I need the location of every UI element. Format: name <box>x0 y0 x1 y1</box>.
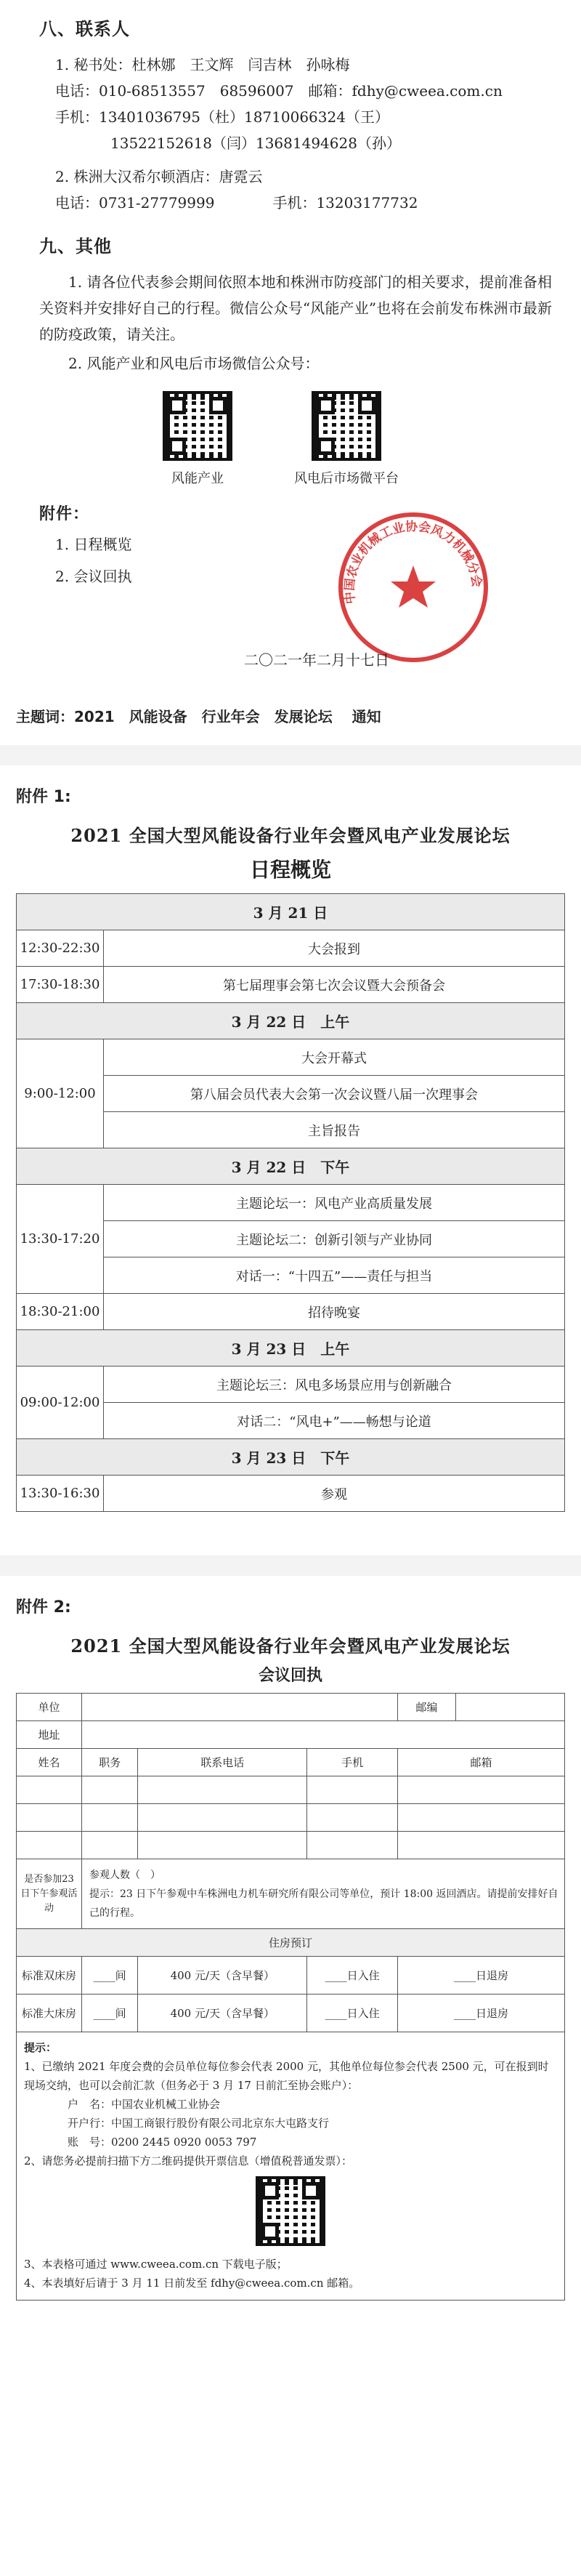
section-divider <box>0 745 581 765</box>
room-qty[interactable]: ____间 <box>82 1957 138 1995</box>
schedule-item: 主题论坛三：风电多场景应用与创新融合 <box>104 1367 565 1403</box>
tip-submit: 4、本表填好后请于 3 月 11 日前发至 fdhy@cweea.com.cn 邮箱。 <box>24 2277 360 2290</box>
name-field[interactable] <box>17 1804 82 1832</box>
schedule-day: 3 月 23 日 上午 <box>17 1330 565 1367</box>
attachments-block <box>39 502 552 683</box>
schedule-table <box>16 893 565 1512</box>
phone-email-line: 电话：010-68513557 68596007 邮箱：fdhy@cweea.com.cn <box>55 82 503 100</box>
contact-heading: 八、联系人 <box>39 19 130 39</box>
attachment-1-section <box>0 765 581 1512</box>
schedule-time: 13:30-17:20 <box>17 1185 104 1294</box>
col-name: 姓名 <box>17 1749 82 1776</box>
check-out[interactable]: ____日退房 <box>398 1957 565 1995</box>
col-email: 邮箱 <box>398 1749 565 1776</box>
attachment-2-label: 附件 2: <box>16 1598 71 1617</box>
unit-label: 单位 <box>17 1694 82 1721</box>
schedule-item: 招待晚宴 <box>104 1294 565 1330</box>
phone-field[interactable] <box>138 1832 307 1859</box>
phone-field[interactable] <box>138 1804 307 1832</box>
qr-code-icon <box>256 2176 325 2246</box>
visit-tip: 提示：23 日下午参观中车株洲电力机车研究所有限公司等单位，预计 18:00 返回酒店。请提前安排好自己的行程。 <box>89 1888 558 1919</box>
visit-label: 是否参加23 日下午参观活动 <box>17 1859 82 1929</box>
attachment-1: 1. 日程概览 <box>55 536 132 553</box>
schedule-day: 3 月 23 日 下午 <box>17 1439 565 1476</box>
col-phone: 联系电话 <box>138 1749 307 1776</box>
schedule-item: 第七届理事会第七次会议暨大会预备会 <box>104 967 565 1003</box>
room-type: 标准大床房 <box>17 1995 82 2032</box>
room-price: 400 元/天（含早餐） <box>138 1957 307 1995</box>
qr-code-icon <box>163 391 232 461</box>
email-field[interactable] <box>398 1804 565 1832</box>
hotel-phone-line: 电话：0731-27779999 手机：13203177732 <box>55 194 418 212</box>
room-price: 400 元/天（含早餐） <box>138 1995 307 2032</box>
mobile-line-1: 手机：13401036795（杜）18710066324（王） <box>55 108 389 126</box>
schedule-item: 参观 <box>104 1476 565 1512</box>
hotel-heading: 住房预订 <box>17 1929 565 1957</box>
schedule-item: 对话二：“风电+”——畅想与论道 <box>104 1403 565 1439</box>
schedule-item: 大会报到 <box>104 930 565 967</box>
tips-label: 提示： <box>24 2041 57 2054</box>
schedule-time: 18:30-21:00 <box>17 1294 104 1330</box>
epidemic-notice: 1. 请各位代表参会期间依照本地和株洲市防疫部门的相关要求，提前准备相关资料并安排好自己的行程。微信公众号“风能产业”也将在会前发布株洲市最新的防疫政策，请关注。 <box>39 273 552 343</box>
tip-invoice: 2、请您务必提前扫描下方二维码提供开票信息（增值税普通发票）： <box>24 2154 353 2168</box>
receipt-title: 会议回执 <box>258 1666 322 1685</box>
col-title: 职务 <box>82 1749 138 1776</box>
wechat-line: 2. 风能产业和风电后市场微信公众号： <box>68 355 320 372</box>
room-type: 标准双床房 <box>17 1957 82 1995</box>
address-label: 地址 <box>17 1721 82 1749</box>
attachment-2-section <box>0 1576 581 2301</box>
schedule-item: 主题论坛一：风电产业高质量发展 <box>104 1185 565 1221</box>
check-in[interactable]: ____日入住 <box>307 1995 398 2032</box>
mobile-field[interactable] <box>307 1776 398 1804</box>
col-mobile: 手机 <box>307 1749 398 1776</box>
account-bank: 开户行：中国工商银行股份有限公司北京东大屯路支行 <box>68 2117 330 2130</box>
attachments-heading: 附件： <box>39 505 90 523</box>
subject-words: 主题词：2021 风能设备 行业年会 发展论坛 通知 <box>16 708 381 725</box>
schedule-time: 09:00-12:00 <box>17 1367 104 1439</box>
section-divider <box>0 1555 581 1576</box>
qr-aftermarket <box>292 391 401 487</box>
attachment-1-title: 2021 全国大型风能设备行业年会暨风电产业发展论坛 <box>70 825 511 846</box>
qr-fengneng <box>161 391 234 487</box>
hotel-line: 2. 株洲大汉希尔顿酒店：唐霓云 <box>55 168 263 185</box>
title-field[interactable] <box>82 1804 138 1832</box>
email-field[interactable] <box>398 1832 565 1859</box>
postcode-field[interactable] <box>456 1694 565 1721</box>
phone-field[interactable] <box>138 1776 307 1804</box>
visit-cell <box>82 1859 565 1929</box>
mobile-field[interactable] <box>307 1832 398 1859</box>
schedule-item: 第八届会员代表大会第一次会议暨八届一次理事会 <box>104 1076 565 1112</box>
contact-section <box>0 0 581 683</box>
wechat-qr-row <box>161 391 552 487</box>
account-name: 户 名：中国农业机械工业协会 <box>68 2098 221 2111</box>
title-field[interactable] <box>82 1776 138 1804</box>
visit-count[interactable]: 参观人数（ ） <box>89 1869 161 1881</box>
schedule-day: 3 月 22 日 上午 <box>17 1003 565 1039</box>
other-heading: 九、其他 <box>39 236 112 257</box>
room-qty[interactable]: ____间 <box>82 1995 138 2032</box>
name-field[interactable] <box>17 1776 82 1804</box>
issue-date: 二〇二一年二月十七日 <box>244 651 389 669</box>
attachment-2: 2. 会议回执 <box>55 568 132 585</box>
schedule-time: 12:30-22:30 <box>17 930 104 967</box>
check-in[interactable]: ____日入住 <box>307 1957 398 1995</box>
mobile-line-2: 13522152618（闫）13681494628（孙） <box>110 134 401 152</box>
schedule-time: 17:30-18:30 <box>17 967 104 1003</box>
schedule-item: 大会开幕式 <box>104 1039 565 1076</box>
mobile-field[interactable] <box>307 1804 398 1832</box>
qr-label: 风能产业 <box>171 471 224 486</box>
qr-code-icon <box>312 391 381 461</box>
email-field[interactable] <box>398 1776 565 1804</box>
attachment-1-label: 附件 1: <box>16 788 71 806</box>
unit-field[interactable] <box>82 1694 398 1721</box>
svg-text:中国农业机械工业协会风力机械分会: 中国农业机械工业协会风力机械分会 <box>342 519 484 605</box>
qr-label: 风电后市场微平台 <box>294 471 399 486</box>
schedule-item: 对话一：“十四五”——责任与担当 <box>104 1257 565 1294</box>
check-out[interactable]: ____日退房 <box>398 1995 565 2032</box>
attachment-2-title: 2021 全国大型风能设备行业年会暨风电产业发展论坛 <box>70 1635 511 1657</box>
schedule-title: 日程概览 <box>249 858 331 882</box>
name-field[interactable] <box>17 1832 82 1859</box>
schedule-time: 13:30-16:30 <box>17 1476 104 1512</box>
secretariat-line: 1. 秘书处：杜林娜 王文辉 闫吉林 孙咏梅 <box>55 56 350 73</box>
schedule-item: 主题论坛二：创新引领与产业协同 <box>104 1221 565 1257</box>
tips-block <box>16 2032 565 2301</box>
tip-download: 3、本表格可通过 www.cweea.com.cn 下载电子版； <box>24 2258 288 2271</box>
account-number: 账 号：0200 2445 0920 0053 797 <box>68 2136 257 2149</box>
schedule-item: 主旨报告 <box>104 1112 565 1148</box>
tip-fee: 1、已缴纳 2021 年度会费的会员单位每位参会代表 2000 元，其他单位每位参会代表 2500 元，可在报到时现场交纳，也可以会前汇款（但务必于 3 月 17 日前汇至协会账户）： <box>24 2060 549 2092</box>
schedule-day: 3 月 21 日 <box>17 894 565 930</box>
receipt-form <box>16 1693 565 2032</box>
schedule-time: 9:00-12:00 <box>17 1039 104 1148</box>
invoice-qr[interactable] <box>256 2176 325 2246</box>
postcode-label: 邮编 <box>398 1694 456 1721</box>
address-field[interactable] <box>82 1721 565 1749</box>
title-field[interactable] <box>82 1832 138 1859</box>
schedule-day: 3 月 22 日 下午 <box>17 1148 565 1185</box>
